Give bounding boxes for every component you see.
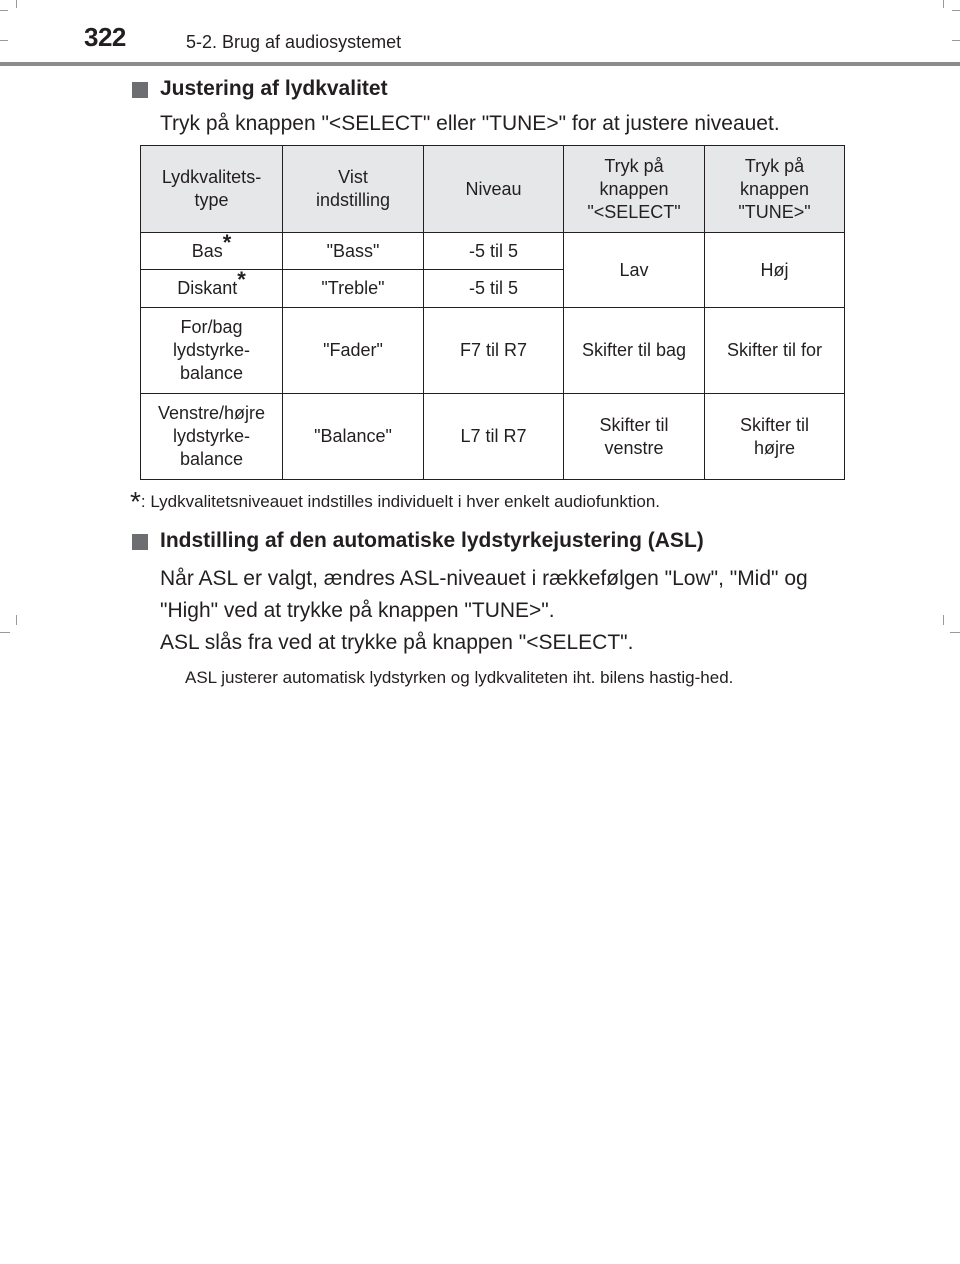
table-header-cell: Vist indstilling — [283, 146, 424, 233]
footnote-text: : Lydkvalitetsniveauet indstilles individuelt i hver enkelt audiofunktion. — [140, 492, 661, 511]
footnote-star: * — [130, 486, 141, 517]
table-cell: Diskant* — [141, 270, 283, 308]
paragraph: Når ASL er valgt, ændres ASL-niveauet i rækkefølgen "Low", "Mid" og "High" ved at trykke på knappen "TUNE>". — [160, 567, 808, 622]
table-cell: "Bass" — [283, 233, 424, 270]
table-cell: L7 til R7 — [424, 394, 564, 480]
table-cell: "Balance" — [283, 394, 424, 480]
crop-mark — [950, 632, 960, 633]
crop-mark — [0, 40, 8, 41]
crop-mark — [16, 0, 17, 8]
table-row — [141, 394, 845, 480]
crop-mark — [0, 10, 8, 11]
table-header-row — [141, 146, 845, 233]
square-bullet-icon — [132, 534, 148, 550]
instruction-text: Tryk på knappen "<SELECT" eller "TUNE>" for at justere niveauet. — [160, 112, 780, 135]
table-cell: "Fader" — [283, 308, 424, 394]
crop-mark — [952, 10, 960, 11]
table-row — [141, 308, 845, 394]
table-header-cell: Niveau — [424, 146, 564, 233]
square-bullet-icon — [132, 82, 148, 98]
table-cell-merged: Lav — [564, 233, 705, 308]
section-heading: Justering af lydkvalitet — [160, 77, 388, 100]
table-header-cell: Tryk på knappen "<SELECT" — [564, 146, 705, 233]
table-header-cell: Tryk på knappen "TUNE>" — [705, 146, 845, 233]
table-cell: Skifter til for — [705, 308, 845, 394]
section-heading: Indstilling af den automatiske lydstyrkejustering (ASL) — [160, 529, 704, 552]
table-cell: "Treble" — [283, 270, 424, 308]
paragraph: ASL slås fra ved at trykke på knappen "<SELECT". — [160, 631, 634, 654]
note-text: ASL justerer automatisk lydstyrken og lydkvaliteten iht. bilens hastig-hed. — [185, 668, 734, 687]
table-row — [141, 233, 845, 270]
crop-mark — [16, 615, 17, 625]
table-cell: For/bag lydstyrke- balance — [141, 308, 283, 394]
crop-mark — [952, 40, 960, 41]
table-cell-merged: Høj — [705, 233, 845, 308]
crop-mark — [943, 615, 944, 625]
sound-quality-table — [140, 145, 845, 480]
table-header-cell: Lydkvalitets- type — [141, 146, 283, 233]
table-cell: Skifter til bag — [564, 308, 705, 394]
crop-mark — [943, 0, 944, 8]
section-title: 5-2. Brug af audiosystemet — [186, 32, 402, 52]
table-cell: F7 til R7 — [424, 308, 564, 394]
table-cell: Bas* — [141, 233, 283, 270]
header-rule — [0, 62, 960, 66]
table-cell: -5 til 5 — [424, 270, 564, 308]
crop-mark — [0, 632, 10, 633]
page-number: 322 — [84, 22, 126, 52]
table-cell: -5 til 5 — [424, 233, 564, 270]
table-cell: Skifter til højre — [705, 394, 845, 480]
table-cell: Skifter til venstre — [564, 394, 705, 480]
footnote — [130, 486, 660, 518]
table-cell: Venstre/højre lydstyrke- balance — [141, 394, 283, 480]
